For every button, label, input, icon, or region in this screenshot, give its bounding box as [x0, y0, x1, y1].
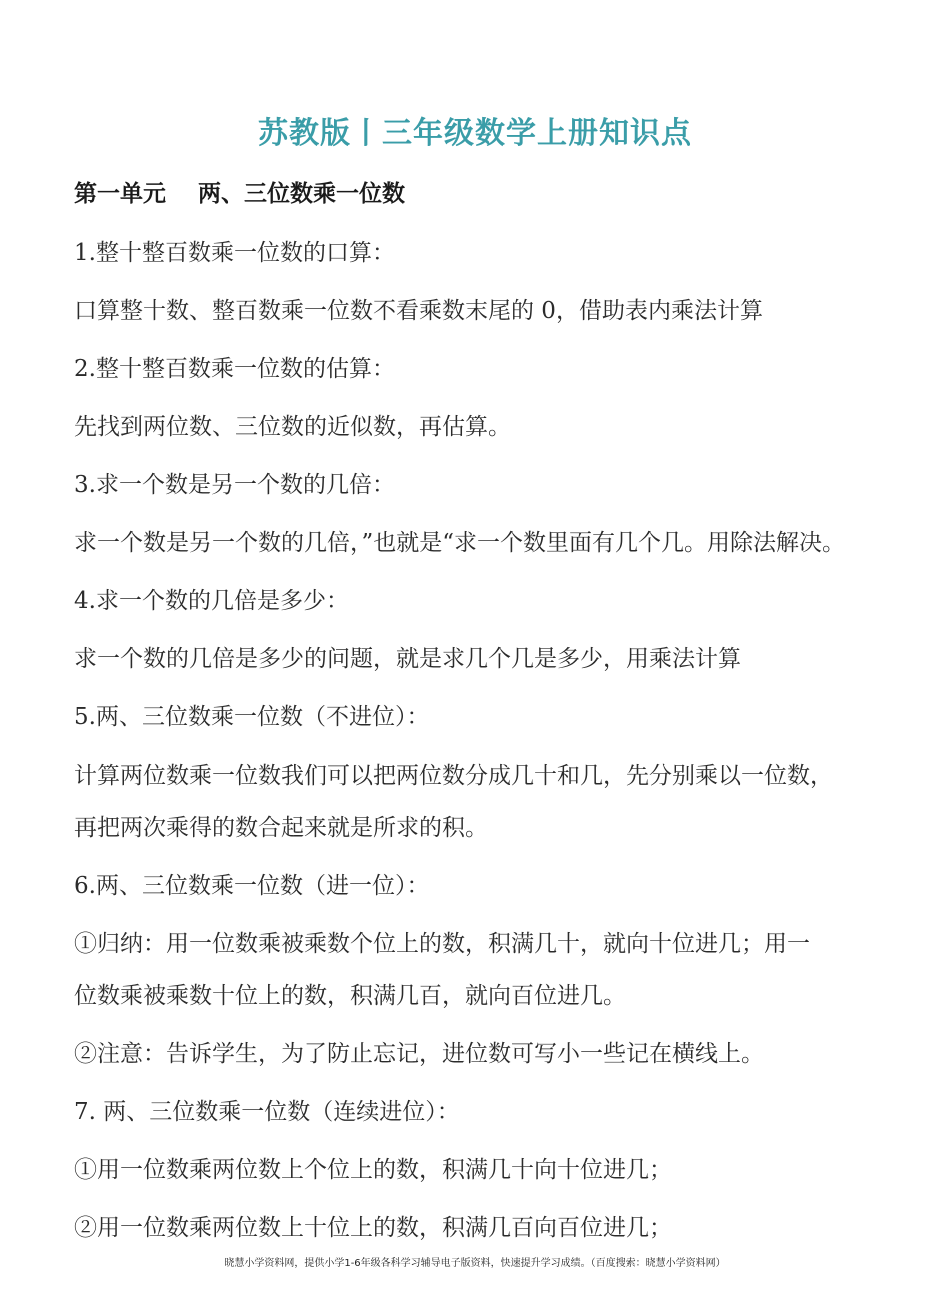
point-7-step-1: ①用一位数乘两位数上个位上的数，积满几十向十位进几；: [74, 1157, 672, 1183]
point-7-heading: 7. 两、三位数乘一位数（连续进位）：: [74, 1099, 460, 1125]
point-6-summary-line-2: 位数乘被乘数十位上的数，积满几百，就向百位进几。: [74, 983, 626, 1009]
point-1-text: 口算整十数、整百数乘一位数不看乘数末尾的 0，借助表内乘法计算: [74, 298, 763, 324]
point-5-text-line-2: 再把两次乘得的数合起来就是所求的积。: [74, 815, 488, 841]
point-2-text: 先找到两位数、三位数的近似数，再估算。: [74, 414, 511, 440]
unit-heading: 第一单元 两、三位数乘一位数: [74, 181, 406, 207]
footer-note: 晓慧小学资料网，提供小学1-6年级各科学习辅导电子版资料，快速提升学习成绩。（百度搜索：晓慧小学资料网）: [224, 1258, 726, 1269]
point-7-step-2: ②用一位数乘两位数上十位上的数，积满几百向百位进几；: [74, 1215, 672, 1241]
point-3-heading: 3.求一个数是另一个数的几倍：: [74, 472, 395, 498]
point-4-heading: 4.求一个数的几倍是多少：: [74, 588, 349, 614]
point-2-heading: 2.整十整百数乘一位数的估算：: [74, 356, 395, 382]
point-6-note: ②注意：告诉学生，为了防止忘记，进位数可写小一些记在横线上。: [74, 1041, 764, 1067]
point-1-heading: 1.整十整百数乘一位数的口算：: [74, 240, 395, 266]
point-5-heading: 5.两、三位数乘一位数（不进位）：: [74, 704, 430, 730]
document-title: 苏教版丨三年级数学上册知识点: [258, 116, 692, 151]
point-5-text-line-1: 计算两位数乘一位数我们可以把两位数分成几十和几，先分别乘以一位数，: [74, 763, 833, 789]
point-4-text: 求一个数的几倍是多少的问题，就是求几个几是多少，用乘法计算: [74, 646, 741, 672]
point-6-summary-line-1: ①归纳：用一位数乘被乘数个位上的数，积满几十，就向十位进几；用一: [74, 931, 810, 957]
point-3-text: 求一个数是另一个数的几倍，”也就是“求一个数里面有几个几。用除法解决。: [74, 530, 846, 556]
point-6-heading: 6.两、三位数乘一位数（进一位）：: [74, 873, 430, 899]
